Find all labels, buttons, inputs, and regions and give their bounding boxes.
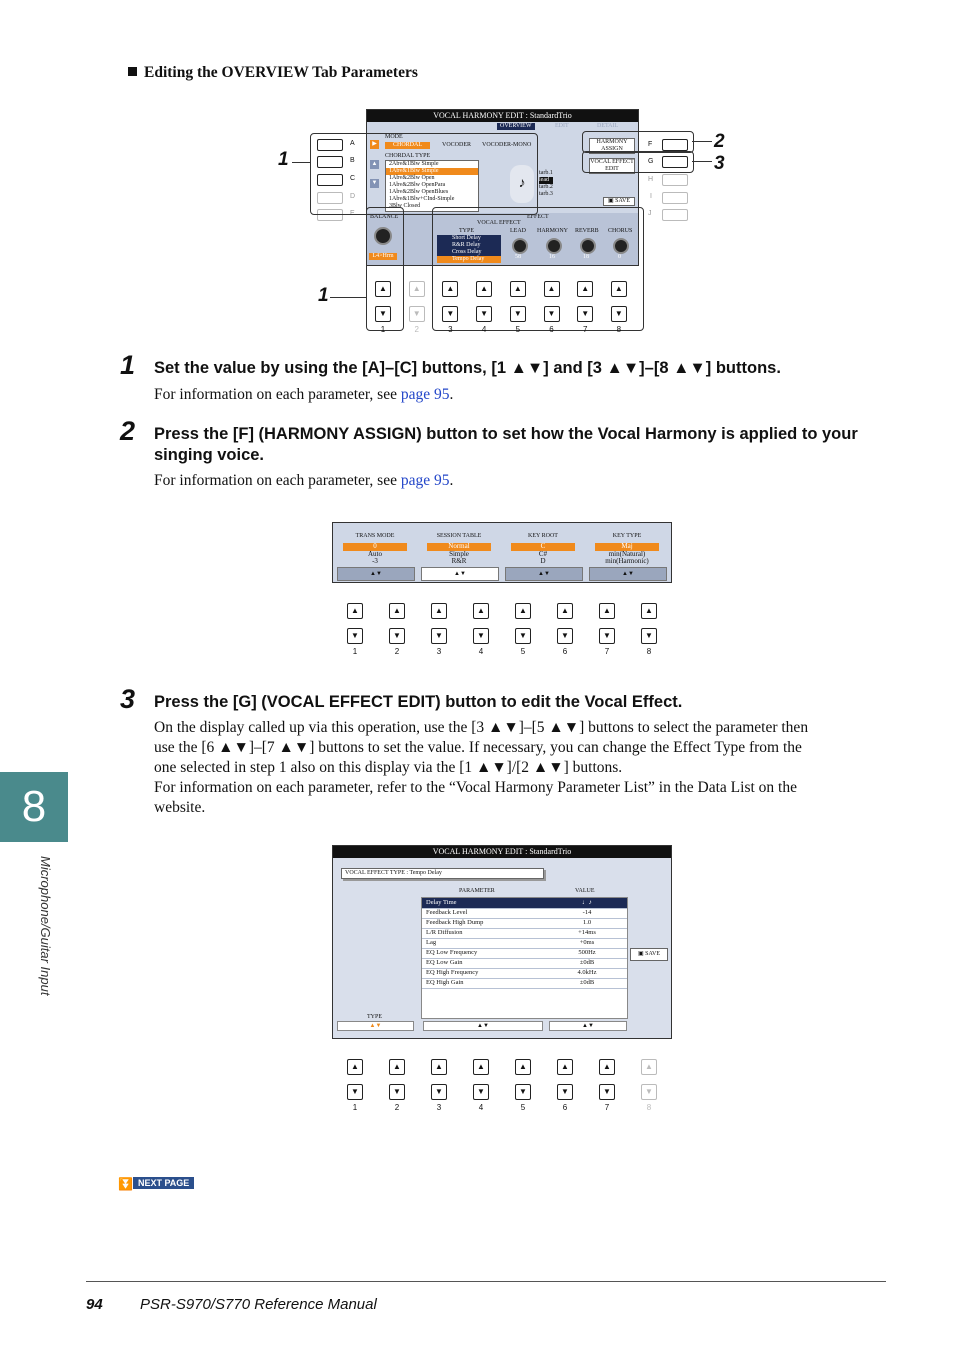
s1-up-8-button[interactable] (611, 281, 627, 297)
triangle-up-icon: ▲ (603, 606, 611, 615)
chordal-type-item[interactable]: 1Abv&2Blw OpenPara (389, 182, 446, 188)
s3-down-5-button[interactable] (515, 1084, 531, 1100)
s3-button-number: 6 (562, 1103, 568, 1112)
param-list (421, 897, 628, 1019)
send-chorus-value: 0 (618, 254, 621, 260)
effect-type-item-selected[interactable]: Tempo Delay (437, 256, 501, 263)
step2-page-link[interactable]: page 95 (400, 472, 450, 489)
effect-label: EFFECT (527, 214, 549, 220)
triangle-down-icon: ▼ (480, 309, 489, 318)
triangle-down-icon: ▼ (561, 631, 569, 640)
s2-button-number: 3 (436, 647, 442, 656)
callout-line (692, 141, 712, 142)
step1-number: 1 (120, 350, 136, 380)
vocal-effect-lcd (332, 845, 672, 1039)
param-value: ±0dB (579, 979, 595, 986)
param-selector[interactable]: ▲▼ (423, 1021, 543, 1031)
s3-up-8-button[interactable] (641, 1059, 657, 1075)
s3-button-number: 4 (478, 1103, 484, 1112)
s2-button-number: 7 (604, 647, 610, 656)
s1-down-4-button[interactable] (476, 306, 492, 322)
page-number: 94 (86, 1296, 103, 1313)
save-button[interactable] (630, 948, 668, 961)
chapter-tab: 8 (0, 772, 68, 842)
s2-down-6-button[interactable] (557, 628, 573, 644)
balance-value: L4>Hrm (369, 253, 397, 260)
step3-line: For information on each parameter, refer to the “Vocal Harmony Parameter List” in the Data List on the (154, 779, 797, 796)
s3-up-7-button[interactable] (599, 1059, 615, 1075)
param-value: 4.0kHz (577, 969, 597, 976)
send-reverb-label: REVERB (575, 228, 599, 234)
step1-text (154, 385, 874, 405)
chordal-type-item[interactable]: 3Blw Closed (389, 203, 421, 209)
send-harmony-value: 16 (549, 254, 555, 260)
step3-paragraph1 (154, 718, 874, 818)
send-harmony-label: HARMONY (537, 228, 569, 234)
param-row[interactable] (422, 978, 627, 989)
s3-up-5-button[interactable] (515, 1059, 531, 1075)
triangle-down-icon: ▼ (412, 309, 421, 318)
param-name: EQ High Frequency (426, 969, 479, 976)
effect-type-label: TYPE (459, 228, 474, 234)
step1-title: Set the value by using the [A]–[C] buttons, [1 ▲▼] and [3 ▲▼]–[8 ▲▼] buttons. (154, 359, 781, 377)
callout-1-top: 1 (278, 149, 289, 170)
lcd-arrow-right-icon[interactable]: ▶ (370, 140, 379, 149)
triangle-up-icon: ▲ (477, 606, 485, 615)
callout-1-bottom: 1 (318, 285, 329, 306)
s3-button-number: 8 (646, 1103, 652, 1112)
lcd-arrow-down-icon[interactable]: ▼ (371, 180, 378, 186)
s2-button-number: 4 (478, 647, 484, 656)
square-bullet-icon (128, 67, 137, 76)
param-name: Delay Time (426, 899, 457, 906)
button-e-label: E (350, 210, 355, 217)
triangle-up-icon: ▲ (561, 1062, 569, 1071)
column-value[interactable]: min(Natural) (608, 549, 646, 558)
triangle-up-icon: ▲ (412, 284, 421, 293)
s2-button-number: 1 (352, 647, 358, 656)
voice-list (539, 170, 553, 198)
s3-button-number: 2 (394, 1103, 400, 1112)
double-chevron-down-icon: ⏬ (118, 1177, 133, 1191)
button-c-label: C (350, 175, 356, 182)
s1-button-number: 5 (515, 325, 521, 334)
callout-bracket (310, 133, 538, 215)
param-value: ±0dB (579, 959, 595, 966)
triangle-up-icon: ▲ (393, 606, 401, 615)
column-value[interactable]: C (511, 543, 575, 551)
type-label: TYPE (367, 1014, 382, 1020)
s1-up-5-button[interactable] (510, 281, 526, 297)
step3-line: one selected in step 1 also on this display via the [1 ▲▼]/[2 ▲▼] buttons. (154, 759, 623, 776)
s2-down-5-button[interactable] (515, 628, 531, 644)
s2-button-number: 8 (646, 647, 652, 656)
s3-up-4-button[interactable] (473, 1059, 489, 1075)
step3-line: use the [6 ▲▼]–[7 ▲▼] buttons to set the value. If necessary, you can change the Effect Type from the (154, 739, 802, 756)
vocal-effect-lcd-title: VOCAL HARMONY EDIT : StandardTrio (333, 846, 671, 858)
tab-edit[interactable]: EDIT (555, 123, 569, 129)
triangle-up-icon: ▲ (547, 284, 556, 293)
harmony-notes-icon: ♪ (510, 165, 534, 203)
button-h[interactable] (662, 174, 688, 186)
s1-up-6-button[interactable] (544, 281, 560, 297)
triangle-up-icon: ▲ (446, 284, 455, 293)
chordal-type-item[interactable]: 1Abv&1Blw+CInd-Simple (389, 196, 455, 202)
s3-button-number: 3 (436, 1103, 442, 1112)
s2-button-number: 5 (520, 647, 526, 656)
button-i-label: I (650, 193, 652, 200)
callout-line (292, 162, 310, 163)
s3-down-3-button[interactable] (431, 1084, 447, 1100)
lcd-title: VOCAL HARMONY EDIT : StandardTrio (367, 110, 638, 122)
column-value[interactable]: D (540, 557, 546, 565)
step2-text (154, 471, 874, 491)
effect-type-item[interactable]: Short Delay (452, 235, 481, 241)
send-lead-value: 58 (515, 254, 521, 260)
s1-button-number: 4 (481, 325, 487, 334)
save-button[interactable] (603, 197, 635, 206)
triangle-down-icon: ▼ (393, 631, 401, 640)
button-j[interactable] (662, 209, 688, 221)
s1-button-number: 2 (414, 325, 419, 334)
s1-down-2-button[interactable] (409, 306, 425, 322)
triangle-down-icon: ▼ (351, 631, 359, 640)
column-value[interactable]: 0 (343, 543, 407, 551)
param-name: EQ Low Gain (426, 959, 463, 966)
mode-chordal[interactable]: CHORDAL (385, 142, 430, 149)
section-heading (128, 64, 418, 82)
button-h-label: H (648, 176, 654, 183)
s1-down-8-button[interactable] (611, 306, 627, 322)
column-selector[interactable]: ▲▼ (505, 567, 583, 581)
vocal-effect-label: VOCAL EFFECT (477, 220, 521, 226)
s2-down-1-button[interactable] (347, 628, 363, 644)
save-label: SAVE (615, 198, 631, 204)
column-header: KEY ROOT (528, 533, 558, 539)
triangle-up-icon: ▲ (351, 1062, 359, 1071)
triangle-up-icon: ▲ (561, 606, 569, 615)
s2-up-6-button[interactable] (557, 603, 573, 619)
s1-up-3-button[interactable] (442, 281, 458, 297)
column-value[interactable]: -3 (372, 557, 378, 565)
column-value[interactable]: Auto (368, 549, 382, 558)
s3-up-1-button[interactable] (347, 1059, 363, 1075)
s1-button-number: 6 (549, 325, 554, 334)
s3-button-number: 1 (352, 1103, 358, 1112)
column-value[interactable]: C# (538, 549, 548, 558)
column-selector[interactable]: ▲▼ (337, 567, 415, 581)
s1-up-7-button[interactable] (577, 281, 593, 297)
triangle-up-icon: ▲ (393, 1062, 401, 1071)
button-d-label: D (350, 193, 356, 200)
s3-down-1-button[interactable] (347, 1084, 363, 1100)
save-label: SAVE (645, 951, 661, 957)
triangle-up-icon: ▲ (480, 284, 489, 293)
s1-up-1-button[interactable] (375, 281, 391, 297)
s2-down-3-button[interactable] (431, 628, 447, 644)
s2-up-5-button[interactable] (515, 603, 531, 619)
s2-down-4-button[interactable] (473, 628, 489, 644)
triangle-up-icon: ▲ (519, 1062, 527, 1071)
s1-up-4-button[interactable] (476, 281, 492, 297)
step3-number: 3 (120, 684, 136, 714)
mode-label: MODE (385, 134, 403, 140)
harmony-assign-button[interactable]: HARMONY ASSIGN (589, 138, 635, 154)
column-header: TRANS MODE (355, 533, 395, 539)
s2-up-1-button[interactable] (347, 603, 363, 619)
s3-up-2-button[interactable] (389, 1059, 405, 1075)
vocal-effect-type: VOCAL EFFECT TYPE : Tempo Delay (341, 868, 544, 879)
column-value[interactable]: min(Harmonic) (605, 557, 649, 565)
s1-down-5-button[interactable] (510, 306, 526, 322)
chordal-type-label: CHORDAL TYPE (385, 153, 431, 159)
mode-vocoder[interactable]: VOCODER (442, 142, 472, 148)
step3-title: Press the [G] (VOCAL EFFECT EDIT) button to edit the Vocal Effect. (154, 693, 683, 711)
param-name: Feedback High Dump (426, 919, 484, 926)
s2-button-number: 2 (394, 647, 400, 656)
callout-bracket (582, 131, 694, 153)
section-title: Editing the OVERVIEW Tab Parameters (144, 64, 418, 81)
param-name: Lag (426, 939, 437, 946)
s2-up-4-button[interactable] (473, 603, 489, 619)
triangle-down-icon: ▼ (435, 631, 443, 640)
mode-vocoder-mono[interactable]: VOCODER-MONO (482, 142, 532, 148)
triangle-up-icon: ▲ (513, 284, 522, 293)
s2-up-7-button[interactable] (599, 603, 615, 619)
chordal-type-item[interactable]: 2Abv&1Blw Simple (389, 161, 439, 167)
s3-down-7-button[interactable] (599, 1084, 615, 1100)
triangle-up-icon: ▲ (581, 284, 590, 293)
triangle-down-icon: ▼ (519, 1087, 527, 1096)
s3-down-2-button[interactable] (389, 1084, 405, 1100)
s3-down-8-button[interactable] (641, 1084, 657, 1100)
triangle-up-icon: ▲ (519, 606, 527, 615)
column-header: SESSION TABLE (436, 533, 482, 539)
button-i[interactable] (662, 192, 688, 204)
voice-harmony2: tarb.2 (539, 184, 553, 190)
type-selector[interactable]: ▲▼ (337, 1021, 414, 1031)
triangle-up-icon: ▲ (614, 284, 623, 293)
triangle-up-icon: ▲ (435, 1062, 443, 1071)
step3-line: On the display called up via this operation, use the [3 ▲▼]–[5 ▲▼] buttons to select the parameter then (154, 719, 809, 736)
triangle-down-icon: ▼ (645, 1087, 653, 1096)
triangle-down-icon: ▼ (519, 631, 527, 640)
triangle-down-icon: ▼ (603, 631, 611, 640)
send-lead-label: LEAD (510, 228, 526, 234)
chapter-label: Microphone/Guitar Input (38, 856, 53, 996)
param-header: PARAMETER (459, 888, 495, 894)
callout-2: 2 (714, 131, 725, 152)
effect-type-item[interactable]: Cross Delay (452, 249, 482, 255)
s3-up-6-button[interactable] (557, 1059, 573, 1075)
param-name: EQ High Gain (426, 979, 464, 986)
chordal-type-item-selected[interactable]: 1Abv&1Blw Simple (386, 168, 478, 175)
save-icon: ▣ (637, 951, 646, 957)
button-b-label: B (350, 157, 355, 164)
step2-text-suffix: . (449, 472, 454, 489)
lcd-arrow-up-icon[interactable]: ▲ (371, 161, 378, 167)
s3-down-6-button[interactable] (557, 1084, 573, 1100)
button-a-label: A (350, 140, 355, 147)
param-value: ♩♪ (582, 899, 592, 906)
overview-figure (278, 105, 740, 345)
next-page-indicator[interactable] (118, 1175, 194, 1193)
triangle-up-icon: ▲ (645, 606, 653, 615)
param-name: L/R Diffusion (426, 929, 463, 936)
s2-up-2-button[interactable] (389, 603, 405, 619)
step1-text-prefix: For information on each parameter, see (154, 386, 401, 403)
s2-up-8-button[interactable] (641, 603, 657, 619)
value-header: VALUE (575, 888, 595, 894)
s3-up-3-button[interactable] (431, 1059, 447, 1075)
s2-down-8-button[interactable] (641, 628, 657, 644)
s2-down-7-button[interactable] (599, 628, 615, 644)
s2-button-number: 6 (562, 647, 568, 656)
callout-line (330, 297, 366, 298)
param-value: +0ms (579, 939, 595, 946)
s1-button-number: 8 (616, 325, 622, 334)
column-header: KEY TYPE (612, 533, 642, 539)
column-value[interactable]: Simple (449, 549, 469, 558)
s2-up-3-button[interactable] (431, 603, 447, 619)
triangle-down-icon: ▼ (379, 309, 387, 318)
tab-detail[interactable]: DETAIL (597, 123, 619, 129)
param-name: Feedback Level (426, 909, 468, 916)
triangle-down-icon: ▼ (561, 1087, 569, 1096)
step2-text-prefix: For information on each parameter, see (154, 472, 401, 489)
s3-button-number: 5 (520, 1103, 526, 1112)
vocal-effect-edit-button[interactable]: VOCAL EFFECT EDIT (590, 159, 634, 172)
s2-down-2-button[interactable] (389, 628, 405, 644)
param-value: 500Hz (578, 949, 596, 956)
param-value: 1.0 (582, 919, 592, 926)
s1-down-7-button[interactable] (577, 306, 593, 322)
s1-down-3-button[interactable] (442, 306, 458, 322)
triangle-down-icon: ▼ (446, 309, 455, 318)
tab-overview[interactable]: OVERVIEW (497, 123, 535, 130)
send-reverb-value: 18 (583, 254, 589, 260)
triangle-up-icon: ▲ (379, 284, 387, 293)
callout-bracket (582, 151, 694, 173)
callout-3: 3 (714, 153, 725, 174)
manual-title: PSR-S970/S770 Reference Manual (140, 1296, 377, 1313)
s1-down-1-button[interactable] (375, 306, 391, 322)
triangle-up-icon: ▲ (603, 1062, 611, 1071)
next-page-label: NEXT PAGE (133, 1177, 194, 1189)
send-chorus-label: CHORUS (608, 228, 633, 234)
s1-button-number: 1 (380, 325, 386, 334)
triangle-down-icon: ▼ (645, 631, 653, 640)
voice-lead: lead (539, 177, 553, 184)
triangle-up-icon: ▲ (351, 606, 359, 615)
triangle-down-icon: ▼ (435, 1087, 443, 1096)
step2-number: 2 (120, 416, 136, 446)
step3-line: website. (154, 799, 206, 816)
triangle-up-icon: ▲ (435, 606, 443, 615)
triangle-down-icon: ▼ (581, 309, 590, 318)
param-value: +14ms (578, 929, 596, 936)
button-f-label: F (648, 141, 653, 148)
chordal-type-item[interactable]: 1Abv&2Blw OpenBlues (389, 189, 449, 195)
step2-title: Press the [F] (HARMONY ASSIGN) button to set how the Vocal Harmony is applied to your singing voice. (154, 425, 858, 464)
triangle-up-icon: ▲ (477, 1062, 485, 1071)
callout-line (692, 161, 712, 162)
param-value: -14 (582, 909, 592, 916)
step1-page-link[interactable]: page 95 (400, 386, 450, 403)
lcd-tabs (487, 123, 637, 131)
triangle-down-icon: ▼ (393, 1087, 401, 1096)
s1-button-number: 3 (448, 325, 453, 334)
s1-up-2-button[interactable] (409, 281, 425, 297)
voice-harmony1: tarb.1 (539, 170, 553, 176)
s1-button-number: 7 (582, 325, 588, 334)
column-selector[interactable]: ▲▼ (589, 567, 667, 581)
triangle-up-icon: ▲ (645, 1062, 653, 1071)
s3-button-number: 7 (604, 1103, 610, 1112)
save-icon: ▣ (607, 198, 616, 204)
param-name: EQ Low Frequency (426, 949, 478, 956)
effect-type-item[interactable]: R&R Delay (452, 242, 481, 248)
s1-down-6-button[interactable] (544, 306, 560, 322)
column-value[interactable]: R&R (451, 557, 467, 565)
harmony-assign-lcd (332, 522, 672, 583)
column-selector[interactable]: ▲▼ (421, 567, 499, 581)
triangle-down-icon: ▼ (603, 1087, 611, 1096)
triangle-down-icon: ▼ (547, 309, 556, 318)
footer-rule (86, 1281, 886, 1282)
value-selector[interactable]: ▲▼ (549, 1021, 627, 1031)
column-value[interactable]: Normal (427, 543, 491, 551)
triangle-down-icon: ▼ (513, 309, 522, 318)
s3-down-4-button[interactable] (473, 1084, 489, 1100)
column-value[interactable]: Maj (595, 543, 659, 551)
triangle-down-icon: ▼ (477, 1087, 485, 1096)
voice-harmony3: tarb.3 (539, 191, 553, 197)
chordal-type-item[interactable]: 1Abv&2Blw Open (389, 175, 435, 181)
triangle-down-icon: ▼ (477, 631, 485, 640)
button-j-label: J (648, 210, 652, 217)
button-g-label: G (648, 158, 654, 165)
triangle-down-icon: ▼ (351, 1087, 359, 1096)
step1-text-suffix: . (449, 386, 454, 403)
balance-label: BALANCE (370, 214, 399, 220)
triangle-down-icon: ▼ (614, 309, 623, 318)
